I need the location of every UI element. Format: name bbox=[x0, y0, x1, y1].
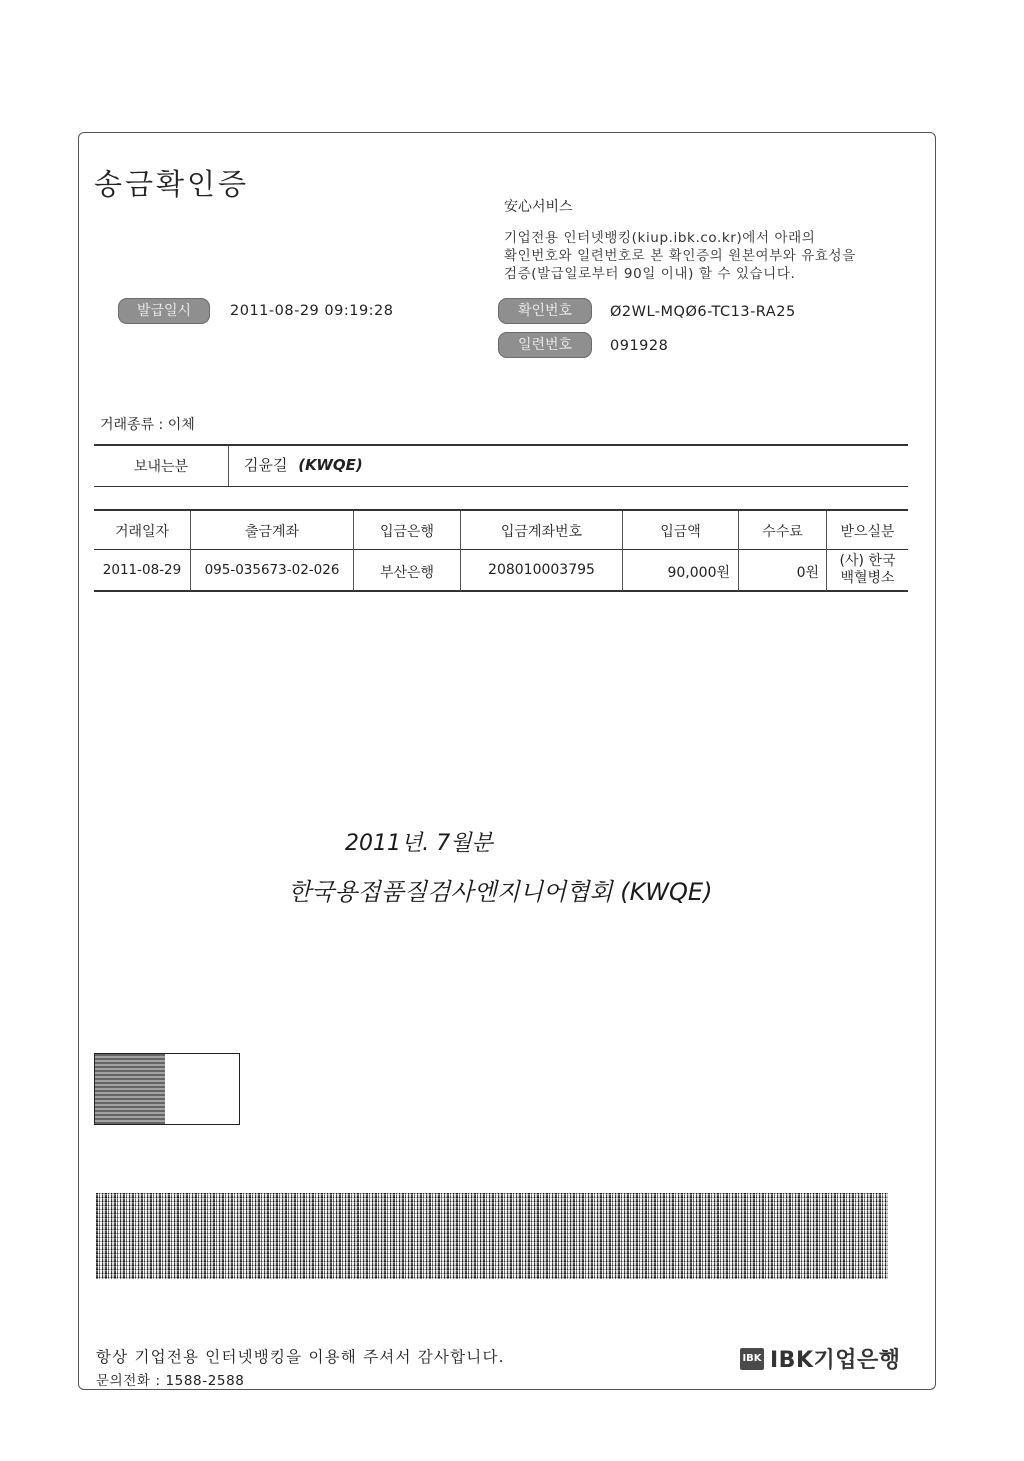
handwritten-note-line-1: 2011년. 7월분 bbox=[345, 831, 493, 856]
header-amount: 입금액 bbox=[660, 524, 701, 540]
sender-bottom-rule bbox=[94, 486, 908, 487]
pdf417-barcode bbox=[96, 1193, 888, 1279]
sender-divider bbox=[228, 446, 229, 486]
sender-name: 김윤길 bbox=[244, 456, 288, 474]
row-deposit-bank: 부산은행 bbox=[379, 565, 435, 581]
issue-date-label: 발급일시 bbox=[118, 298, 210, 324]
row-recipient bbox=[827, 553, 908, 587]
sender-top-rule bbox=[94, 444, 908, 446]
sender-value bbox=[244, 454, 363, 475]
footer-contact: 문의전화 : 1588-2588 bbox=[96, 1373, 245, 1389]
handwritten-note-line-2: 한국용접품질검사엔지니어협회 (KWQE) bbox=[288, 878, 713, 906]
serial-number-label: 일련번호 bbox=[498, 332, 592, 358]
qr-code-icon bbox=[95, 1054, 165, 1124]
service-line-3: 검증(발급일로부터 90일 이내) 할 수 있습니다. bbox=[504, 266, 796, 282]
header-deposit-bank: 입금은행 bbox=[379, 524, 435, 540]
recipient-line-1: (사) 한국 bbox=[839, 553, 896, 569]
service-title: 安心서비스 bbox=[504, 199, 573, 215]
recipient-line-2: 백혈병소 bbox=[840, 570, 895, 586]
footer-message: 항상 기업전용 인터넷뱅킹을 이용해 주셔서 감사합니다. bbox=[96, 1348, 505, 1366]
row-deposit-account: 208010003795 bbox=[488, 562, 595, 578]
table-top-rule bbox=[94, 509, 908, 511]
table-header-rule bbox=[94, 549, 908, 550]
confirm-number-label: 확인번호 bbox=[498, 298, 592, 324]
qr-code-box bbox=[94, 1053, 240, 1125]
table-bottom-rule bbox=[94, 590, 908, 592]
header-date: 거래일자 bbox=[114, 524, 170, 540]
header-fee: 수수료 bbox=[762, 524, 803, 540]
ibk-logo bbox=[740, 1343, 901, 1374]
row-amount: 90,000원 bbox=[667, 565, 730, 581]
header-deposit-account: 입금계좌번호 bbox=[500, 524, 583, 540]
ibk-logo-icon: IBK bbox=[740, 1348, 764, 1370]
header-recipient: 받으실분 bbox=[840, 524, 895, 540]
transaction-type: 거래종류 : 이체 bbox=[100, 417, 195, 433]
document-title: 송금확인증 bbox=[94, 167, 250, 201]
ibk-logo-text: IBK기업은행 bbox=[770, 1348, 901, 1373]
confirm-number-value: Ø2WL-MQØ6-TC13-RA25 bbox=[610, 304, 796, 320]
row-withdraw-account: 095-035673-02-026 bbox=[204, 562, 340, 578]
issue-date-value: 2011-08-29 09:19:28 bbox=[230, 303, 394, 319]
row-date: 2011-08-29 bbox=[102, 562, 182, 578]
sender-label: 보내는분 bbox=[133, 459, 189, 475]
header-withdraw-account: 출금계좌 bbox=[244, 524, 300, 540]
sender-handwritten-code: (KWQE) bbox=[298, 456, 363, 474]
service-line-2: 확인번호와 일련번호로 본 확인증의 원본여부와 유효성을 bbox=[504, 248, 856, 264]
serial-number-value: 091928 bbox=[610, 338, 669, 354]
service-line-1: 기업전용 인터넷뱅킹(kiup.ibk.co.kr)에서 아래의 bbox=[504, 230, 816, 246]
row-fee: 0원 bbox=[796, 565, 819, 581]
